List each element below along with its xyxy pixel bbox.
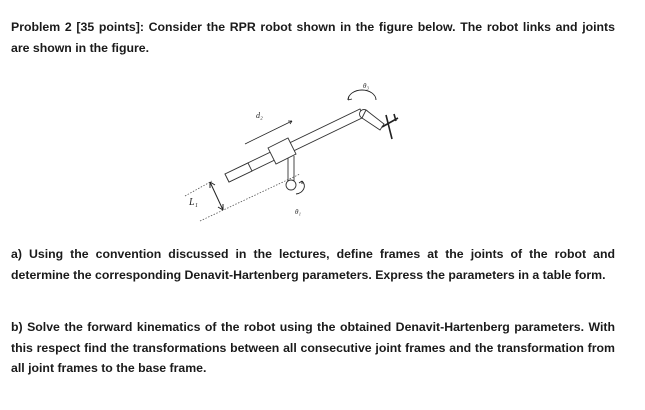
part-b-question: b) Solve the forward kinematics of the robot using the obtained Denavit-Hartenberg parameters. With this respect find the transformations between all consecutive joint frames and the transformation from all joint frames to the base frame. xyxy=(11,320,615,375)
theta3-rotation-arrow xyxy=(348,90,376,100)
base-joint xyxy=(286,156,296,190)
theta3-label: θ₃ xyxy=(363,82,369,90)
problem-statement: Problem 2 [35 points]: Consider the RPR robot shown in the figure below. The robot links and joints are shown in the figure. xyxy=(11,20,615,55)
theta1-label: θ₁ xyxy=(295,208,301,216)
l1-label: L₁ xyxy=(189,197,199,208)
gripper xyxy=(382,114,398,139)
end-link xyxy=(362,110,384,130)
part-a-question: a) Using the convention discussed in the lectures, define frames at the joints of the robot and determine the corresponding Denavit-Hartenberg parameters. Express the parameters in a table form. xyxy=(11,247,615,282)
theta1-rotation-arrow xyxy=(296,181,304,194)
reference-lines xyxy=(185,174,300,221)
l1-dimension-arrow xyxy=(210,182,223,210)
d2-label: d₂ xyxy=(256,111,263,120)
rpr-robot-figure xyxy=(170,78,415,228)
prismatic-link xyxy=(225,109,364,182)
